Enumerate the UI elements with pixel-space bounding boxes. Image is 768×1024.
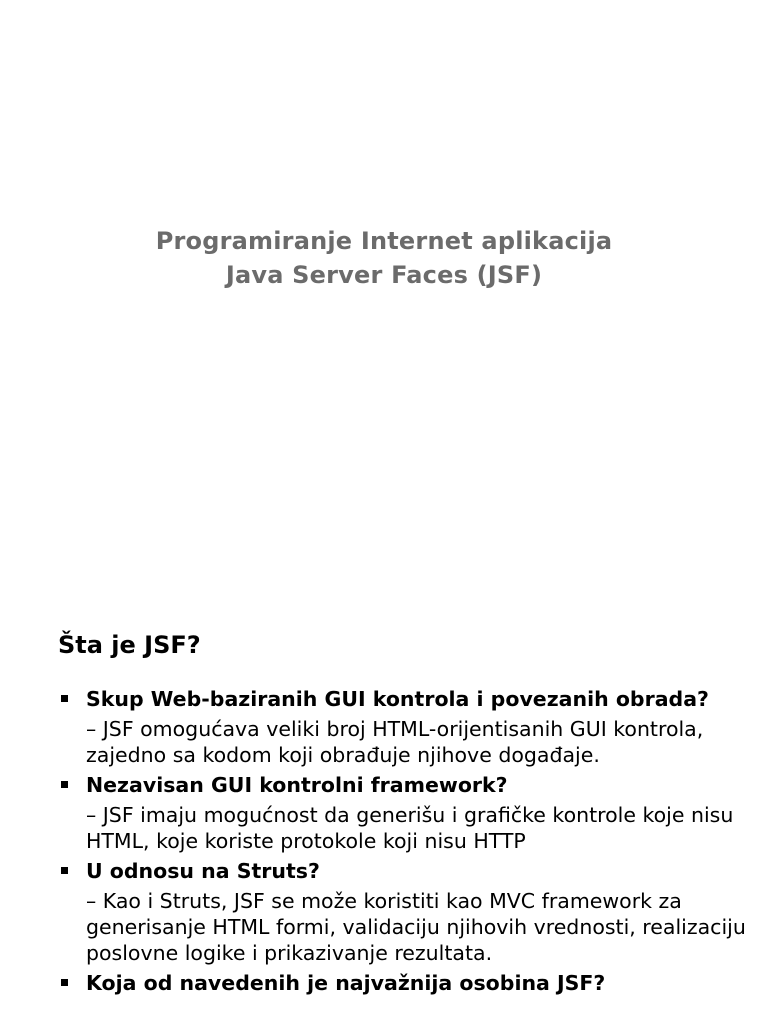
bullet-question: Skup Web-baziranih GUI kontrola i povezanih obrada?	[86, 687, 709, 711]
bullet-question: Nezavisan GUI kontrolni framework?	[86, 773, 508, 797]
slide-title-line-2: Java Server Faces (JSF)	[225, 261, 543, 289]
bullet-question: Koja od navedenih je najvažnija osobina JSF?	[86, 971, 606, 995]
bullet-item	[58, 686, 748, 768]
bullet-question: U odnosu na Struts?	[86, 859, 320, 883]
square-bullet-icon	[61, 695, 68, 702]
bullet-answer: – Kao i Struts, JSF se može koristiti kao MVC framework za generisanje HTML formi, validaciju njihovih vrednosti, realizaciju poslovne logike i prikazivanje rezultata.	[86, 889, 746, 965]
bullet-answer: – JSF imaju mogućnost da generišu i grafičke kontrole koje nisu HTML, koje koriste protokole koji nisu HTTP	[86, 803, 734, 853]
square-bullet-icon	[61, 781, 68, 788]
slide-title	[0, 224, 768, 292]
bullet-answer: – JSF omogućava veliki broj HTML-orijentisanih GUI kontrola, zajedno sa kodom koji obrađuje njihove događaje.	[86, 717, 704, 767]
content-slide-title: Šta je JSF?	[58, 631, 201, 659]
slide-title-line-1: Programiranje Internet aplikacija	[155, 227, 613, 255]
bullet-item	[58, 858, 748, 966]
bullet-item	[58, 772, 748, 854]
square-bullet-icon	[61, 979, 68, 986]
square-bullet-icon	[61, 867, 68, 874]
content-slide	[58, 628, 748, 1000]
bullet-list	[58, 686, 748, 996]
bullet-item	[58, 970, 748, 996]
